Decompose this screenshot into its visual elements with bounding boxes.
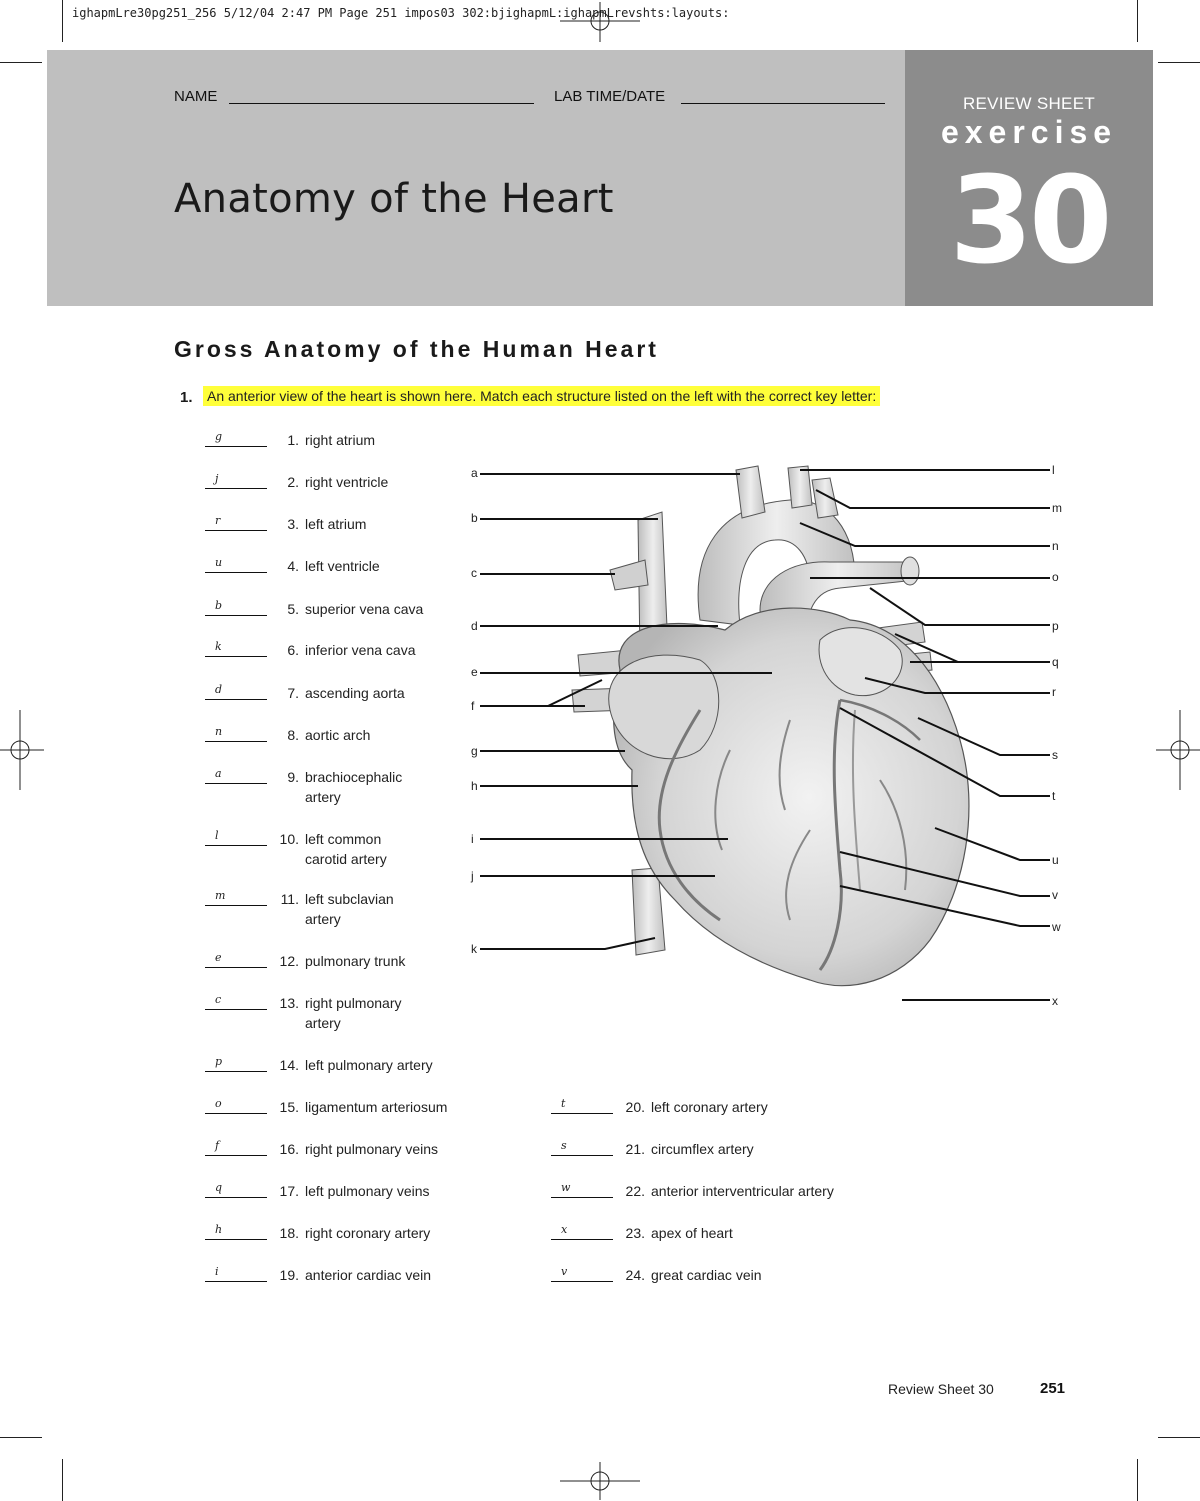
review-sheet-label: REVIEW SHEET [962,94,1096,113]
name-label: NAME [174,88,218,105]
diagram-key-letter: u [1052,853,1059,867]
item-number: 16. [279,1141,299,1157]
answer-field[interactable]: d [205,684,267,700]
structure-label: pulmonary trunk [305,953,406,969]
answer-field[interactable]: p [205,1056,267,1072]
registration-mark-icon [0,710,44,790]
lab-time-field[interactable] [681,103,885,104]
diagram-key-letter: t [1052,789,1056,803]
item-number: 11. [280,891,299,907]
item-number: 8. [287,727,299,743]
structure-label: ascending aorta [305,685,405,701]
answer-field[interactable]: j [205,473,267,489]
diagram-key-letter: s [1052,748,1058,762]
item-number: 22. [625,1183,645,1199]
diagram-key-letter: x [1052,994,1058,1008]
structure-label: right coronary artery [305,1225,431,1241]
structure-label: anterior cardiac vein [305,1267,432,1283]
answer-field[interactable]: e [205,952,267,968]
diagram-key-letter: h [471,779,478,793]
item-number: 10. [279,831,299,847]
answer-field[interactable]: x [551,1224,613,1240]
match-item [205,1056,505,1096]
right-pulmonary-artery [610,560,648,590]
diagram-key-letter: q [1052,655,1059,669]
diagram-key-letter: e [471,665,478,679]
exercise-number: 30 [949,152,1109,291]
heart-diagram [460,450,1080,1030]
name-field[interactable] [229,103,534,104]
item-number: 24. [625,1267,645,1283]
question-number: 1. [180,389,193,406]
structure-label: right pulmonary [305,995,402,1011]
structure-label: left pulmonary veins [305,1183,430,1199]
crop-mark [62,1459,63,1501]
registration-mark-icon [560,1462,640,1500]
item-number: 13. [279,995,299,1011]
structure-label: left ventricle [305,558,380,574]
match-item [205,1182,505,1222]
answer-field[interactable]: k [205,641,267,657]
answer-field[interactable]: a [205,768,267,784]
lab-time-label: LAB TIME/DATE [554,88,666,105]
structure-label: left subclavian [305,891,394,907]
answer-field[interactable]: v [551,1266,613,1282]
answer-field[interactable]: w [551,1182,613,1198]
section-title: Gross Anatomy of the Human Heart [174,336,659,362]
diagram-key-letter: m [1052,501,1062,515]
structure-label: anterior interventricular artery [651,1183,834,1199]
diagram-key-letter: f [471,699,475,713]
structure-label: inferior vena cava [305,642,416,658]
structure-label: right atrium [305,432,376,448]
item-number: 1. [287,432,299,448]
match-item [205,1266,505,1306]
diagram-key-letter: j [471,869,474,883]
exercise-label: exercise [940,114,1118,150]
registration-mark-icon [560,2,640,42]
registration-mark-icon [1156,710,1200,790]
item-number: 3. [287,516,299,532]
diagram-key-letter: g [471,744,478,758]
answer-field[interactable]: s [551,1140,613,1156]
structure-label: left atrium [305,516,367,532]
answer-field[interactable]: n [205,726,267,742]
answer-field[interactable]: r [205,515,267,531]
leader-line-m [816,490,1050,508]
item-number: 7. [287,685,299,701]
diagram-key-letter: p [1052,619,1059,633]
page-number: 251 [1040,1380,1066,1397]
answer-field[interactable]: i [205,1266,267,1282]
structure-label: left pulmonary artery [305,1057,433,1073]
item-number: 4. [287,558,299,574]
crop-mark [0,1437,42,1438]
answer-field[interactable]: h [205,1224,267,1240]
structure-label: circumflex artery [651,1141,754,1157]
diagram-key-letter: b [471,511,478,525]
crop-mark [1158,62,1200,63]
item-number: 17. [279,1183,299,1199]
question-text: An anterior view of the heart is shown here. Match each structure listed on the left with the correct key letter: [203,386,880,406]
structure-label: right pulmonary veins [305,1141,439,1157]
diagram-key-letter: k [471,942,477,956]
diagram-key-letter: a [471,466,478,480]
answer-field[interactable]: o [205,1098,267,1114]
footer-label: Review Sheet 30 [888,1381,994,1397]
item-number: 21. [625,1141,645,1157]
diagram-key-letter: d [471,619,478,633]
answer-field[interactable]: g [205,431,267,447]
crop-mark [0,62,42,63]
match-item [551,1266,851,1306]
answer-field[interactable]: m [205,890,267,906]
match-item [551,1098,851,1138]
item-number: 20. [625,1099,645,1115]
item-number: 23. [625,1225,645,1241]
diagram-key-letter: i [471,832,474,846]
match-item [551,1140,851,1180]
leader-line-p [870,588,1050,625]
item-number: 19. [279,1267,299,1283]
leader-line-k [480,938,655,949]
item-number: 6. [287,642,299,658]
structure-label-cont: artery [305,1015,341,1031]
diagram-key-letter: n [1052,539,1059,553]
page-title: Anatomy of the Heart [174,176,614,222]
item-number: 12. [279,953,299,969]
answer-field[interactable]: l [205,830,267,846]
structure-label: brachiocephalic [305,769,403,785]
structure-label: apex of heart [651,1225,733,1241]
ligamentum-arteriosum [901,557,919,585]
structure-label-cont: artery [305,789,341,805]
match-item [205,1140,505,1180]
item-number: 18. [279,1225,299,1241]
item-number: 14. [279,1057,299,1073]
structure-label-cont: carotid artery [305,851,387,867]
diagram-key-letter: c [471,566,477,580]
match-item [205,1098,505,1138]
structure-label: right ventricle [305,474,389,490]
diagram-key-letter: v [1052,888,1058,902]
item-number: 9. [287,769,299,785]
structure-label: ligamentum arteriosum [305,1099,448,1115]
crop-mark [62,0,63,42]
diagram-key-letter: o [1052,570,1059,584]
answer-field[interactable]: c [205,994,267,1010]
item-number: 2. [287,474,299,490]
item-number: 15. [279,1099,299,1115]
answer-field[interactable]: q [205,1182,267,1198]
diagram-key-letter: r [1052,685,1056,699]
match-item [205,1224,505,1264]
diagram-key-letter: l [1052,463,1055,477]
answer-field[interactable]: f [205,1140,267,1156]
match-item [551,1182,851,1222]
diagram-key-letter: w [1052,920,1061,934]
structure-label-cont: artery [305,911,341,927]
match-item [551,1224,851,1264]
crop-mark [1158,1437,1200,1438]
structure-label: left coronary artery [651,1099,768,1115]
structure-label: superior vena cava [305,601,424,617]
answer-field[interactable]: u [205,557,267,573]
left-common-carotid-artery [788,466,812,508]
crop-mark [1137,0,1138,42]
structure-label: left common [305,831,382,847]
structure-label: great cardiac vein [651,1267,762,1283]
item-number: 5. [287,601,299,617]
answer-field[interactable]: t [551,1098,613,1114]
printer-slug: ighapmLre30pg251_256 5/12/04 2:47 PM Page 251 impos03 302:bjighapmL:ighapmLrevshts:layouts: [72,6,730,20]
structure-label: aortic arch [305,727,371,743]
answer-field[interactable]: b [205,600,267,616]
crop-mark [1137,1459,1138,1501]
brachiocephalic-artery [736,466,765,518]
